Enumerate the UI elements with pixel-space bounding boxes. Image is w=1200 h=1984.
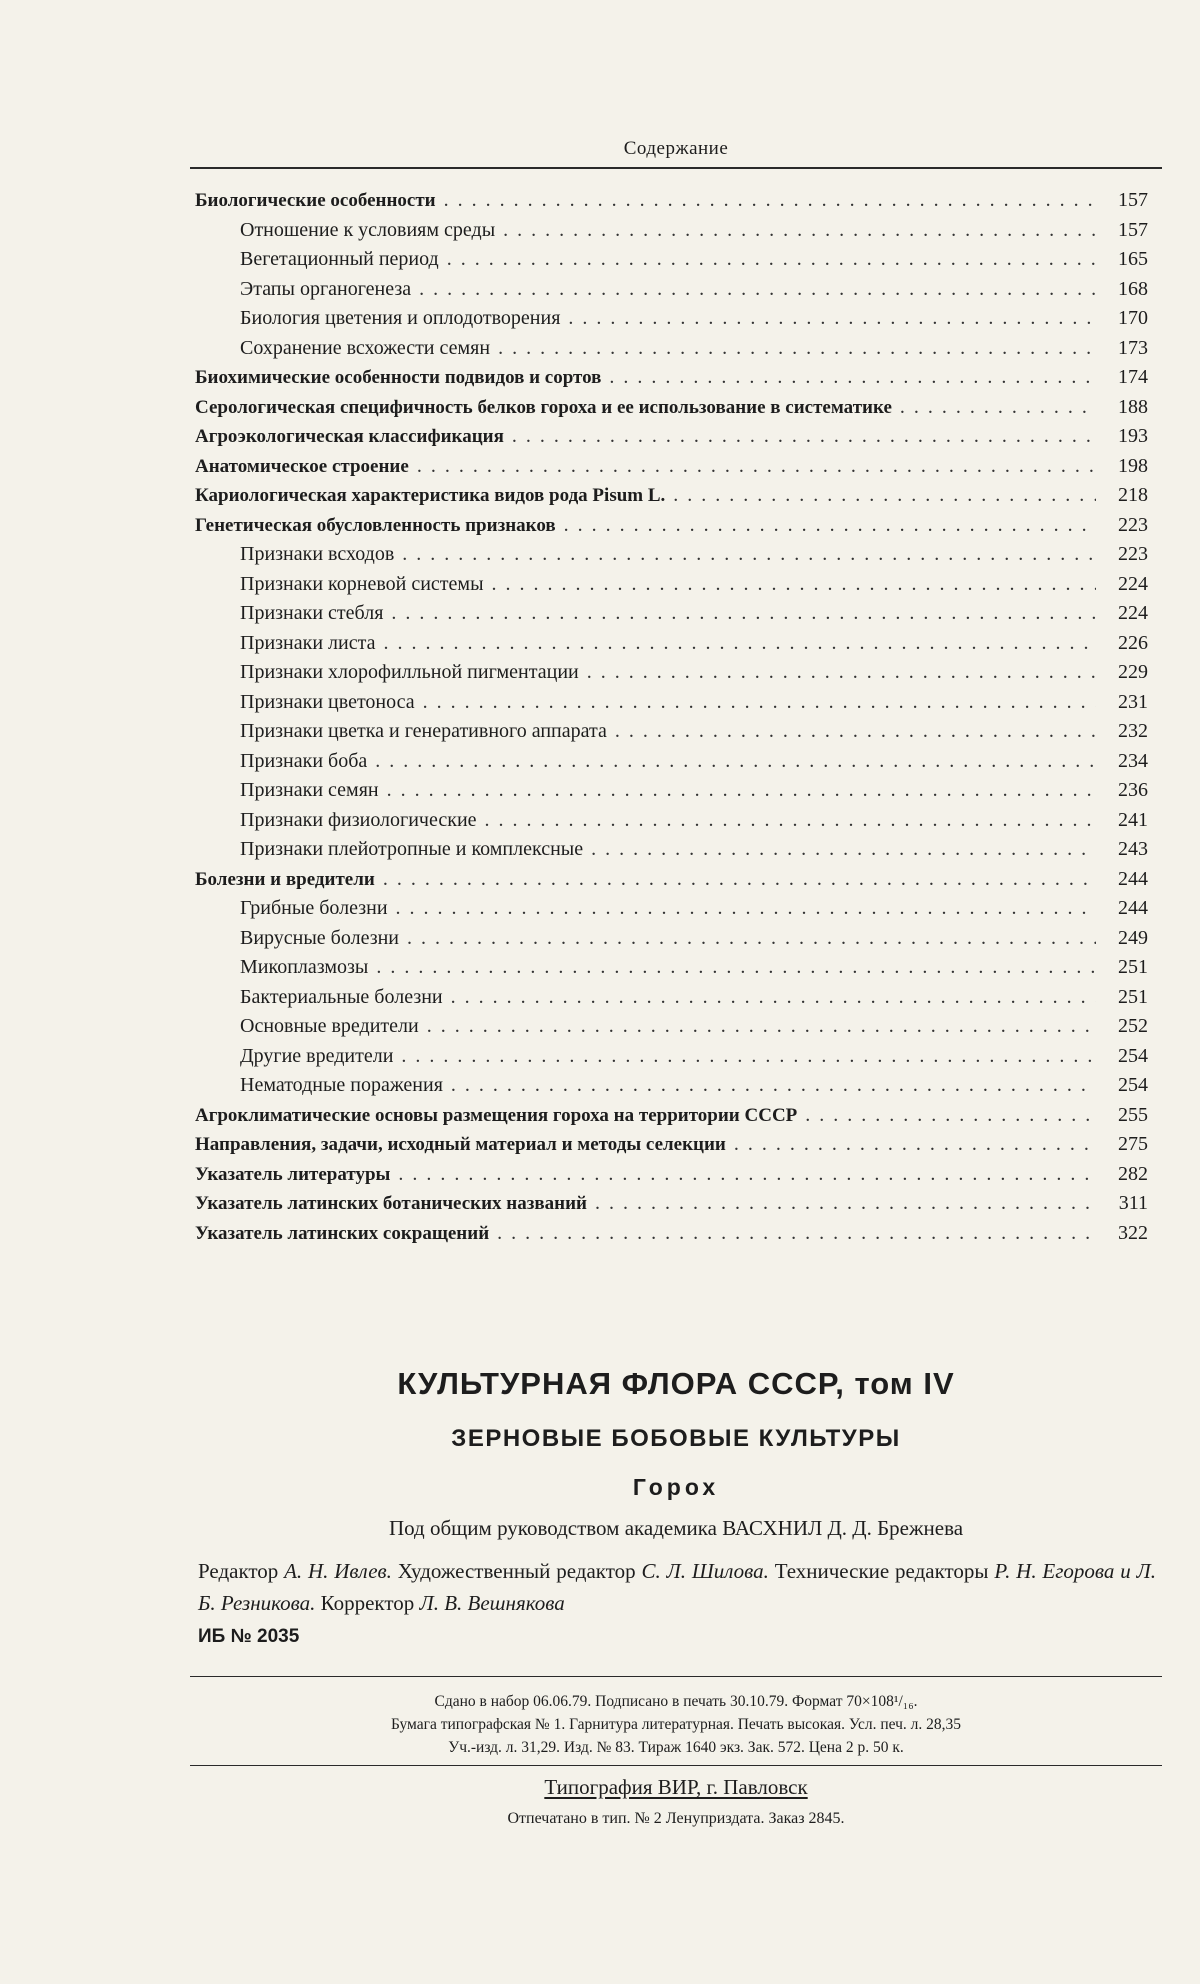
toc-entry-title: Биологические особенности [195,190,436,211]
toc-page-number: 174 [1118,366,1148,388]
toc-dot-leader [900,393,1096,423]
toc-page-number: 243 [1118,838,1148,860]
volume-title: ЗЕРНОВЫЕ БОБОВЫЕ КУЛЬТУРЫ [451,1425,901,1452]
toc-entry [195,865,1148,895]
toc-entry-title: Признаки хлорофилльной пигментации [240,661,579,683]
toc-dot-leader [492,570,1096,600]
toc-dot-leader [427,1012,1096,1042]
toc-entry-title: Основные вредители [240,1015,419,1037]
toc-page-number: 232 [1118,720,1148,742]
toc-dot-leader [498,334,1096,364]
toc-dot-leader [387,776,1096,806]
toc-entry-title: Биохимические особенности подвидов и сортов [195,367,602,388]
toc-subentry [195,717,1148,747]
toc-subentry [195,216,1148,246]
art-editor-name: С. Л. Шилова. [641,1559,769,1583]
toc-dot-leader [376,953,1096,983]
toc-entry-title: Признаки боба [240,749,368,772]
toc-subentry [195,953,1148,983]
toc-dot-leader [383,865,1096,895]
corrector-name: Л. В. Вешнякова [419,1591,565,1615]
toc-dot-leader [396,894,1096,924]
toc-entry-title: Признаки корневой системы [240,572,484,595]
toc-subentry [195,304,1148,334]
toc-page-number: 254 [1118,1074,1148,1096]
toc-dot-leader [419,275,1096,305]
printer-line [190,1775,1162,1800]
toc-subentry [195,570,1148,600]
editor-name: А. Н. Ивлев. [284,1559,392,1583]
toc-dot-leader [615,717,1096,747]
toc-dot-leader [673,481,1096,511]
toc-dot-leader [564,511,1096,541]
toc-subentry [195,1012,1148,1042]
toc-entry-title: Признаки цветоноса [240,690,415,713]
toc-subentry [195,776,1148,806]
reprint-note: Отпечатано в тип. № 2 Ленуприздата. Заказ 2845. [507,1810,845,1827]
corrector-label: Корректор [320,1591,415,1615]
toc-entry [195,363,1148,393]
toc-entry-title: Вегетационный период [240,248,439,270]
toc-dot-leader [568,304,1096,334]
toc-entry-title: Агроэкологическая классификация [195,426,504,447]
toc-dot-leader [595,1189,1096,1219]
toc-subentry [195,747,1148,777]
toc-subentry [195,245,1148,275]
toc-entry-title: Анатомическое строение [195,455,409,477]
toc-page-number: 282 [1118,1162,1148,1185]
toc-dot-leader [447,245,1096,275]
toc-page-number: 244 [1118,867,1148,890]
toc-subentry [195,275,1148,305]
colophon [190,1690,1162,1759]
toc-entry-title: Признаки листа [240,631,376,654]
toc-dot-leader [444,186,1096,216]
colophon-bottom-rule [190,1765,1162,1766]
tech-editors-label: Технические редакторы [774,1559,989,1583]
toc-page-number: 244 [1118,897,1148,919]
toc-entry-title: Болезни и вредители [195,868,375,890]
toc-page-number: 226 [1118,631,1148,654]
toc-entry-title: Другие вредители [240,1044,394,1067]
editors-credits [198,1555,1156,1619]
toc-subentry [195,894,1148,924]
toc-entry [195,511,1148,541]
toc-subentry [195,1042,1148,1072]
toc-page-number: 275 [1118,1133,1148,1155]
toc-dot-leader [375,747,1096,777]
header-rule [190,167,1162,169]
toc-entry [195,186,1148,216]
printer-name: Типография ВИР, г. Павловск [544,1775,808,1799]
toc-page-number: 157 [1118,189,1148,211]
toc-entry-title: Микоплазмозы [240,956,369,978]
toc-entry-title: Нематодные поражения [240,1074,443,1096]
toc-entry-title: Признаки физиологические [240,808,477,831]
toc-dot-leader [417,452,1096,482]
toc-dot-leader [587,658,1096,688]
toc-dot-leader [591,835,1096,865]
toc-entry-title: Указатель литературы [195,1163,391,1185]
toc-dot-leader [497,1219,1096,1249]
toc-entry [195,1219,1148,1249]
art-editor-label: Художественный редактор [397,1559,636,1583]
toc-entry-title: Серологическая специфичность белков гороха и ее использование в систематике [195,396,892,418]
toc-page-number: 252 [1118,1015,1148,1037]
toc-entry-title: Направления, задачи, исходный материал и методы селекции [195,1134,726,1155]
toc-dot-leader [407,924,1096,954]
ib-number: ИБ № 2035 [198,1626,300,1647]
toc-entry-title: Признаки плейотропные и комплексные [240,838,584,860]
toc-dot-leader [451,1071,1096,1101]
toc-page-number: 188 [1118,395,1148,418]
toc-entry-title: Кариологическая характеристика видов рода Pisum L. [195,485,666,506]
toc-page-number: 224 [1118,602,1148,624]
colophon-line: Бумага типографская № 1. Гарнитура литературная. Печать высокая. Усл. печ. л. 28,35 [390,1716,962,1733]
toc-page-number: 251 [1118,985,1148,1008]
toc-dot-leader [383,629,1096,659]
toc-page-number: 170 [1118,307,1148,329]
colophon-line: Уч.-изд. л. 31,29. Изд. № 83. Тираж 1640 экз. Зак. 572. Цена 2 р. 50 к. [448,1739,904,1756]
toc-dot-leader [734,1130,1096,1160]
toc-dot-leader [512,422,1096,452]
toc-dot-leader [485,806,1096,836]
toc-dot-leader [402,540,1096,570]
toc-page-number: 223 [1118,513,1148,536]
toc-page-number: 223 [1118,543,1148,565]
toc-dot-leader [503,216,1096,246]
toc-subentry [195,334,1148,364]
toc-subentry [195,806,1148,836]
toc-page-number: 198 [1118,454,1148,477]
toc-entry [195,1101,1148,1131]
toc-subentry [195,835,1148,865]
toc-entry [195,452,1148,482]
toc-entry-title: Указатель латинских ботанических названий [195,1193,587,1214]
editor-label: Редактор [198,1559,279,1583]
toc-page-number: 229 [1118,661,1148,683]
toc-page-number: 218 [1118,484,1148,506]
toc-dot-leader [805,1101,1096,1131]
toc-subentry [195,924,1148,954]
toc-dot-leader [398,1160,1096,1190]
toc-page-number: 236 [1118,779,1148,801]
colophon-line: Сдано в набор 06.06.79. Подписано в печать 30.10.79. Формат 70×108¹/₁₆. [434,1693,918,1710]
toc-entry [195,422,1148,452]
toc-entry-title: Вирусные болезни [240,926,399,949]
colophon-top-rule [190,1676,1162,1677]
toc-page-number: 165 [1118,248,1148,270]
running-head: Содержание [623,138,729,159]
toc-page-number: 255 [1118,1103,1148,1126]
toc-entry [195,1189,1148,1219]
toc-entry [195,393,1148,423]
toc-dot-leader [401,1042,1096,1072]
toc-entry-title: Сохранение всхожести семян [240,336,491,359]
table-of-contents [195,186,1148,1248]
crop-title: Горох [632,1474,720,1500]
toc-page-number: 254 [1118,1044,1148,1067]
toc-page-number: 224 [1118,572,1148,595]
toc-page-number: 311 [1118,1192,1148,1214]
series-title: КУЛЬТУРНАЯ ФЛОРА СССР, том IV [397,1366,955,1401]
toc-page-number: 168 [1118,277,1148,300]
toc-dot-leader [423,688,1096,718]
toc-page-number: 173 [1118,336,1148,359]
toc-entry-title: Агроклиматические основы размещения гороха на территории СССР [195,1104,798,1126]
toc-entry [195,481,1148,511]
toc-entry-title: Признаки семян [240,779,379,801]
toc-subentry [195,983,1148,1013]
toc-entry-title: Указатель латинских сокращений [195,1222,490,1244]
toc-subentry [195,1071,1148,1101]
toc-page-number: 157 [1118,218,1148,241]
toc-subentry [195,540,1148,570]
toc-page-number: 249 [1118,926,1148,949]
toc-entry-title: Признаки стебля [240,602,384,624]
toc-entry-title: Отношение к условиям среды [240,218,496,241]
tech-editors-names: Р. Н. Егорова и Л. Б. Резникова. [198,1559,1157,1615]
toc-entry-title: Грибные болезни [240,897,388,919]
toc-entry-title: Биология цветения и оплодотворения [240,307,561,329]
toc-page-number: 241 [1118,808,1148,831]
toc-entry [195,1160,1148,1190]
toc-page-number: 234 [1118,749,1148,772]
toc-dot-leader [391,599,1096,629]
toc-page-number: 251 [1118,956,1148,978]
toc-subentry [195,629,1148,659]
toc-dot-leader [609,363,1096,393]
toc-page-number: 322 [1118,1221,1148,1244]
guidance-line: Под общим руководством академика ВАСХНИЛ Д. Д. Брежнева [388,1516,964,1540]
toc-page-number: 231 [1118,690,1148,713]
toc-entry-title: Признаки всходов [240,543,395,565]
toc-subentry [195,658,1148,688]
toc-subentry [195,599,1148,629]
toc-entry [195,1130,1148,1160]
toc-entry-title: Этапы органогенеза [240,277,412,300]
toc-dot-leader [451,983,1096,1013]
toc-entry-title: Генетическая обусловленность признаков [195,514,556,536]
toc-entry-title: Признаки цветка и генеративного аппарата [240,720,607,742]
toc-entry-title: Бактериальные болезни [240,985,443,1008]
toc-subentry [195,688,1148,718]
toc-page-number: 193 [1118,425,1148,447]
